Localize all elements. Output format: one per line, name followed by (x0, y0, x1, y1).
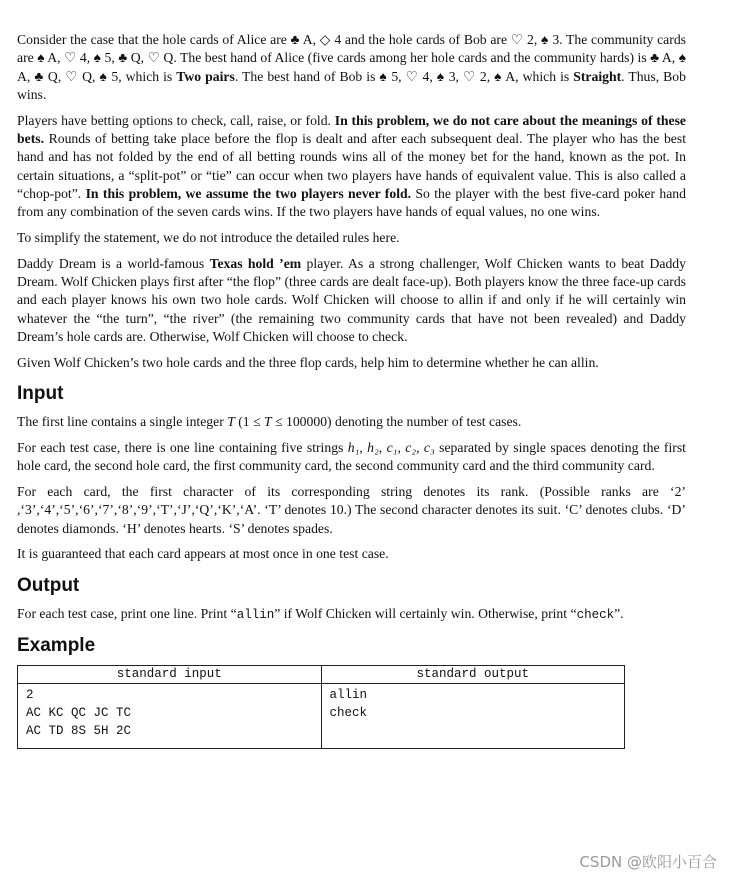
problem-statement (17, 31, 686, 749)
text-segment: Rounds of betting take place before the flop is dealt and after each subsequent deal. The player who has the best hand and has not folded by the end of all betting rounds wins all of the money bet for the hand, known as the pot. In certain situations, a “split-pot” or “tie” can occur when two players have hands of equivalent value. This is also called a “chop-pot”. (17, 130, 686, 201)
watermark: CSDN @欧阳小百合 (579, 853, 717, 871)
text-segment: ”. (614, 605, 624, 621)
text-segment: . Thus, Bob wins. (17, 68, 686, 102)
paragraph (17, 112, 686, 222)
standard-input-header: standard input (18, 665, 322, 683)
paragraph (17, 31, 686, 104)
paragraph (17, 354, 686, 372)
example-output-line: allin (329, 687, 368, 702)
text-segment: So the player with the best five-card poker hand from any combination of the seven cards wins. If the two players have hands of equal values, no one wins. (17, 185, 686, 220)
bold-text: Straight (573, 68, 622, 84)
output-heading: Output (17, 574, 80, 596)
intro-section (17, 31, 686, 372)
text-segment: . The best hand of Bob is ♠ 5, ♡ 4, ♠ 3, ♡ 2, ♠ A, which is (234, 68, 574, 84)
text-segment: (1 ≤ (234, 414, 265, 430)
standard-output-cell (321, 683, 625, 748)
paragraph (17, 413, 686, 431)
text-segment: ≤ 100000) denoting the number of test cases. (271, 414, 522, 430)
paragraph (17, 439, 686, 476)
text-segment: To simplify the statement, we do not introduce the detailed rules here. (17, 229, 400, 245)
text-segment: Players have betting options to check, call, raise, or fold. (17, 112, 335, 128)
text-segment: h₁, h₂, c₁, c₂, c₃ (347, 439, 435, 455)
paragraph (17, 229, 686, 247)
example-table (17, 665, 625, 749)
text-segment: The first line contains a single integer (17, 414, 228, 430)
code-text: allin (236, 607, 275, 622)
output-section (17, 605, 686, 624)
bold-text: In this problem, we do not care about the meanings of these bets. (17, 112, 686, 146)
text-segment: For each test case, there is one line containing five strings (17, 439, 348, 455)
text-segment: Given Wolf Chicken’s two hole cards and the three flop cards, help him to determine whether he can allin. (17, 354, 599, 370)
text-segment: separated by single spaces denoting the first hole card, the second hole card, the first community card, the second community card and the third community card. (17, 439, 686, 474)
example-heading: Example (17, 634, 96, 656)
example-input-line: AC KC QC JC TC (26, 705, 132, 720)
paragraph (17, 605, 686, 624)
text-segment: T (227, 414, 235, 430)
input-heading: Input (17, 383, 64, 405)
text-segment: For each card, the first character of its corresponding string denotes its rank. (Possible ranks are ‘2’ ,‘3’,‘4’,‘5’,‘6’,‘7’,‘8’,‘9’,‘T’,‘J’,‘Q’,‘K’,‘A’. ‘T’ denotes 10.) The second character denotes its suit. ‘C’ denotes clubs. ‘D’ denotes diamonds. ‘H’ denotes hearts. ‘S’ denotes spades. (17, 483, 686, 536)
text-segment: For each test case, print one line. Print “ (17, 605, 237, 621)
bold-text: Two pairs (176, 68, 235, 84)
bold-text: Texas hold ’em (209, 255, 302, 271)
text-segment: T (264, 414, 272, 430)
paragraph (17, 255, 686, 346)
text-segment: It is guaranteed that each card appears at most once in one test case. (17, 546, 389, 562)
text-segment: Consider the case that the hole cards of Alice are ♣ A, ◇ 4 and the hole cards of Bob are ♡ 2, ♠ 3. The community cards are ♠ A, ♡ 4, ♠ 5, ♣ Q, ♡ Q. The best hand of Alice (five cards among her hole cards and the community hards) is ♣ A, ♠ A, ♣ Q, ♡ Q, ♠ 5, which is (17, 32, 686, 84)
text-segment: ” if Wolf Chicken will certainly win. Otherwise, print “ (274, 605, 577, 621)
example-output-line: check (329, 705, 368, 720)
standard-output-header: standard output (321, 665, 625, 683)
paragraph (17, 483, 686, 538)
bold-text: In this problem, we assume the two players never fold. (85, 185, 412, 201)
text-segment: Daddy Dream is a world-famous (17, 255, 210, 271)
text-segment: player. As a strong challenger, Wolf Chicken wants to beat Daddy Dream. Wolf Chicken plays first after “the flop” (three cards are dealt face-up). Both players know the three face-up cards and each player knows his own two hole cards. Wolf Chicken will choose to allin if and only if he will certainly win whatever the “the turn”, “the river” (the remaining two community cards that have not been revealed) and Daddy Dream’s hole cards are. Otherwise, Wolf Chicken will choose to check. (17, 255, 686, 344)
input-section (17, 413, 686, 564)
code-text: check (576, 607, 615, 622)
paragraph (17, 545, 686, 563)
example-input-line: AC TD 8S 5H 2C (26, 723, 132, 738)
standard-input-cell (18, 683, 322, 748)
example-input-line: 2 (26, 687, 34, 702)
